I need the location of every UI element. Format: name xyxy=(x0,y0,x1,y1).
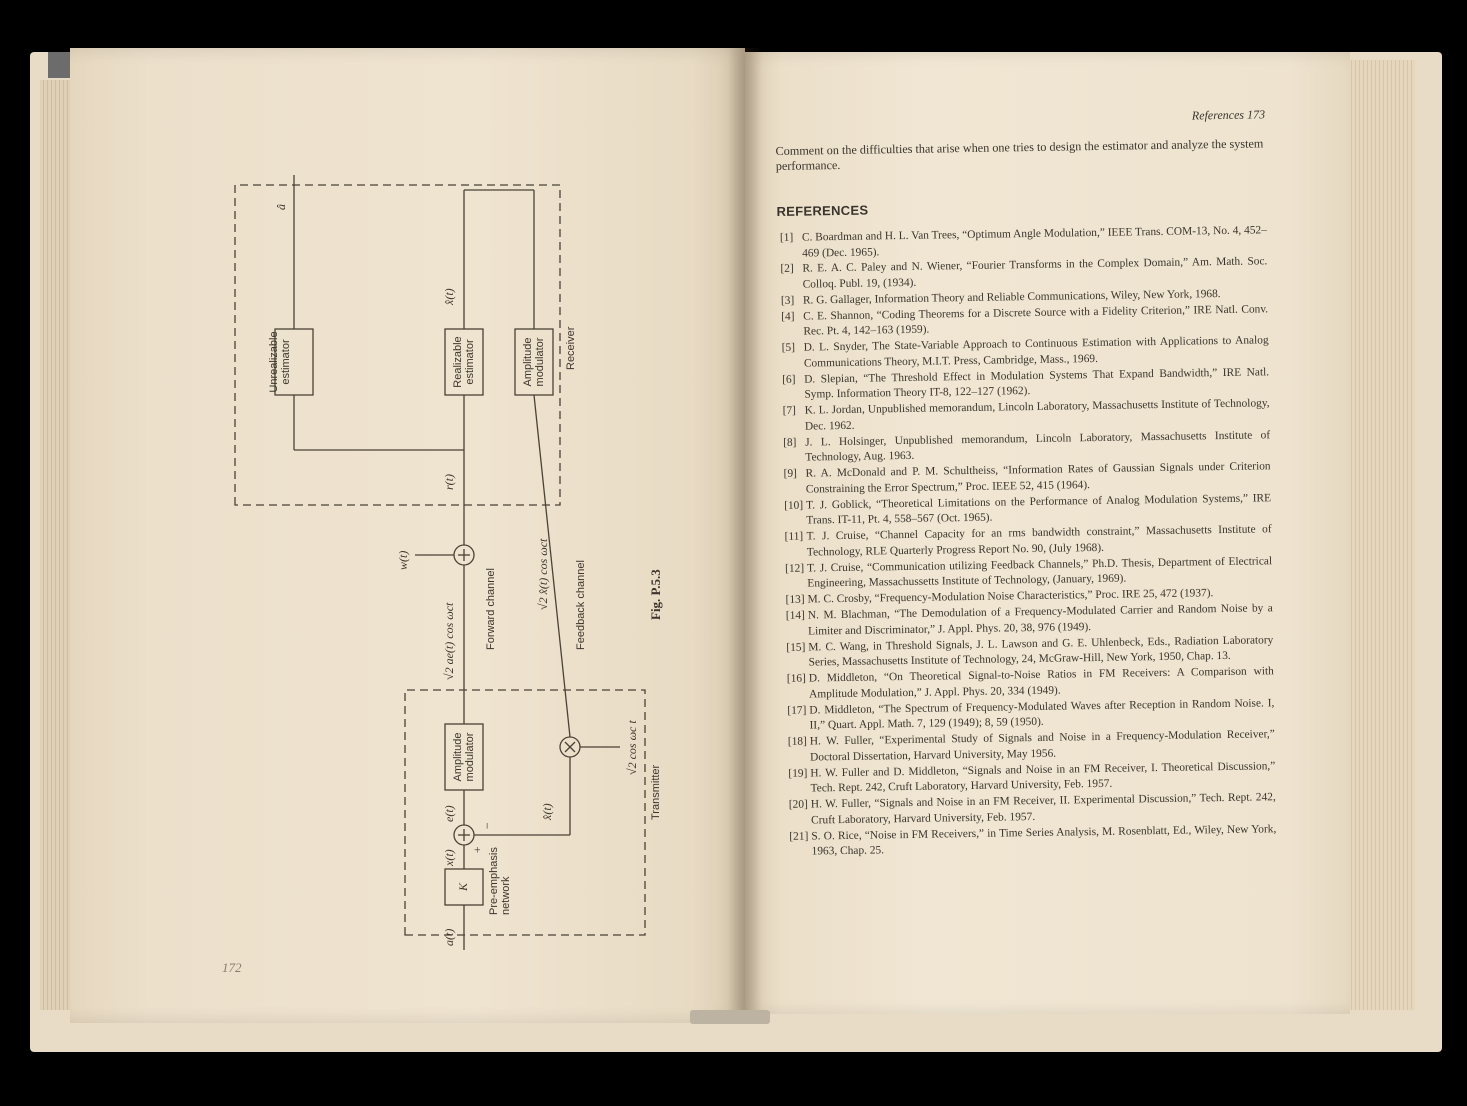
reference-text: R. G. Gallager, Information Theory and Reliable Communications, Wiley, New York, 1968. xyxy=(802,287,1221,307)
reference-text: M. C. Crosby, “Frequency-Modulation Noise Characteristics,” Proc. IRE 25, 472 (1937). xyxy=(807,587,1214,606)
references-heading: REFERENCES xyxy=(776,202,869,219)
signal-r: r(t) xyxy=(442,474,456,490)
box-label-line: estimator xyxy=(464,339,476,385)
reference-number: [4] xyxy=(781,310,795,323)
running-head: References 173 xyxy=(1191,107,1266,123)
tx-signal: √2 ae(t) cos ωct xyxy=(442,602,456,680)
figure-area xyxy=(175,150,695,970)
reference-text: K. L. Jordan, Unpublished memorandum, Lincoln Laboratory, Massachusetts Institute of Technology, Dec. 1962. xyxy=(804,397,1270,433)
diagram-lines xyxy=(200,170,670,950)
plus-sign: + xyxy=(470,845,484,854)
reference-text: H. W. Fuller, “Signals and Noise in an FM Receiver, II. Experimental Discussion,” Tech. Rept. 242, Cruft Laboratory, Harvard University, Feb. 1957. xyxy=(810,791,1276,827)
reference-text: C. E. Shannon, “Coding Theorems for a Discrete Source with a Fidelity Criterion,” IRE Natl. Conv. Rec. Pt. 4, 142–163 (1959). xyxy=(803,303,1269,339)
reference-number: [1] xyxy=(779,231,794,244)
receiver-label: Receiver xyxy=(565,326,577,370)
reference-text: H. W. Fuller and D. Middleton, “Signals and Noise in an FM Receiver, I. Theoretical Discussion,” Tech. Rept. 242, Cruft Laboratory, Harvard University, Feb. 1957. xyxy=(810,759,1276,795)
torn-binding xyxy=(690,1010,770,1024)
transmitter-region xyxy=(405,690,645,935)
feedback-signal: √2 x̂(t) cos ωct xyxy=(536,538,550,610)
realizable-estimator-box xyxy=(452,329,476,395)
reference-number: [17] xyxy=(787,704,807,717)
box-label-line: estimator xyxy=(280,339,292,385)
reference-number: [19] xyxy=(788,767,808,780)
reference-text: D. Slepian, “The Threshold Effect in Modulation Systems That Expand Bandwidth,” IRE Natl. Symp. Information Theory IT-8, 122–127 (1962). xyxy=(804,366,1270,401)
page-edges-left xyxy=(40,80,72,1010)
signal-x: x(t) xyxy=(442,849,456,866)
minus-sign: − xyxy=(480,821,494,830)
reference-number: [11] xyxy=(784,530,804,544)
reference-text: H. W. Fuller, “Experimental Study of Signals and Noise in a Frequency-Modulation Receiver,” Doctoral Dissertation, Harvard University, May 1956. xyxy=(809,728,1275,764)
box-label-line: modulator xyxy=(464,732,476,782)
box-label-line: modulator xyxy=(534,337,546,387)
box-label-line: Unrealizable xyxy=(268,331,280,393)
preemphasis-network-label xyxy=(488,835,512,915)
signal-xhat-top: x̂(t) xyxy=(442,288,456,305)
label-line: network xyxy=(500,876,512,915)
reference-text: N. M. Blachman, “The Demodulation of a Frequency-Modulated Carrier and Random Noise by a Limiter and Discriminator,” J. Appl. Phys. 20, 38, 976 (1949). xyxy=(807,602,1273,638)
reference-text: D. Middleton, “The Spectrum of Frequency-Modulated Waves after Reception in Random Noise. I, II,” Quart. Appl. Math. 7, 129 (1949); 8, 59 (1950). xyxy=(809,696,1275,732)
signal-xhat-feedback: x̂(t) xyxy=(540,803,554,820)
reference-list xyxy=(777,223,1277,860)
transmitter-amplitude-modulator-box xyxy=(452,724,476,790)
references-page xyxy=(775,107,1277,861)
signal-w: w(t) xyxy=(396,550,410,570)
signal-e: e(t) xyxy=(442,805,456,822)
block-diagram xyxy=(200,170,670,950)
preemphasis-function: K xyxy=(456,883,470,892)
signal-a-out: â xyxy=(274,204,288,210)
reference-number: [10] xyxy=(784,499,804,512)
spine-shadow xyxy=(728,48,762,1023)
reference-number: [16] xyxy=(786,672,806,685)
box-label-line: Amplitude xyxy=(452,732,464,782)
reference-text: M. C. Wang, in Threshold Signals, J. L. Lawson and G. E. Uhlenbeck, Eds., Radiation Laboratory Series, Massachusetts Institute of Technology, 24, McGraw-Hill, New York, 1950, Chap. 13. xyxy=(808,633,1274,669)
reference-text: T. J. Goblick, “Theoretical Limitations on the Performance of Analog Modulation Systems,” IRE Trans. IT-11, Pt. 4, 558–567 (Oct. 1965). xyxy=(806,492,1272,527)
feedback-channel-label: Feedback channel xyxy=(575,560,587,650)
reference-text: T. J. Cruise, “Channel Capacity for an rms bandwidth constraint,” Massachusetts Institute of Technology, RLE Quarterly Progress Report No. 90, (July 1968). xyxy=(806,523,1272,559)
forward-channel-label: Forward channel xyxy=(485,568,497,650)
reference-number: [15] xyxy=(786,641,806,654)
reference-number: [12] xyxy=(785,562,805,575)
reference-number: [2] xyxy=(780,263,794,276)
box-label-line: Amplitude xyxy=(522,337,534,387)
reference-number: [7] xyxy=(782,405,797,418)
reference-number: [9] xyxy=(783,467,798,481)
reference-number: [20] xyxy=(788,798,808,811)
reference-number: [3] xyxy=(780,294,795,307)
reference-text: T. J. Cruise, “Communication utilizing Feedback Channels,” Ph.D. Thesis, Department of Electrical Engineering, Massachussetts Institute of Technology, (January, 1969). xyxy=(807,554,1273,590)
reference-text: D. L. Snyder, The State-Variable Approach to Continuous Estimation with Applications to Analog Communications Theory, M.I.T. Press, Cambridge, Mass., 1969. xyxy=(803,334,1269,370)
page-edges-right xyxy=(1340,60,1415,1010)
reference-number: [18] xyxy=(787,735,807,748)
intro-paragraph: Comment on the difficulties that arise when one tries to design the estimator and analyze the system performance. xyxy=(775,136,1264,173)
reference-number: [13] xyxy=(785,593,805,607)
figure-caption: Fig. P.5.3 xyxy=(648,569,663,620)
reference-number: [14] xyxy=(785,609,805,622)
receiver-amplitude-modulator-box xyxy=(522,329,546,395)
reference-number: [21] xyxy=(789,830,809,843)
left-page-number: 172 xyxy=(222,960,242,975)
reference-number: [5] xyxy=(781,342,796,355)
reference-text: R. E. A. C. Paley and N. Wiener, “Fourier Transforms in the Complex Domain,” Am. Math. Soc. Colloq. Publ. 19, (1934). xyxy=(802,255,1268,291)
reference-text: R. A. McDonald and P. M. Schultheiss, “Information Rates of Gaussian Signals under Criterion Constraining the Error Spectrum,” Proc. IEEE 52, 415 (1964). xyxy=(805,460,1271,496)
reference-number: [6] xyxy=(782,373,796,386)
label-line: Pre-emphasis xyxy=(488,847,500,915)
unrealizable-estimator-box xyxy=(268,329,292,395)
reference-number: [8] xyxy=(783,436,797,449)
reference-text: S. O. Rice, “Noise in FM Receivers,” in Time Series Analysis, M. Rosenblatt, Ed., Wiley, New York, 1963, Chap. 25. xyxy=(811,822,1277,858)
reference-text: C. Boardman and H. L. Van Trees, “Optimum Angle Modulation,” IEEE Trans. COM-13, No. 4, 452–469 (Dec. 1965). xyxy=(801,224,1267,260)
signal-a: a(t) xyxy=(442,928,456,946)
reference-text: D. Middleton, “On Theoretical Signal-to-Noise Ratios in FM Receivers: A Comparison with Amplitude Modulation,” J. Appl. Phys. 20, 334 (1949). xyxy=(808,665,1274,701)
transmitter-label: Transmitter xyxy=(650,764,662,820)
box-label-line: Realizable xyxy=(452,336,464,388)
carrier-signal: √2 cos ωc t xyxy=(625,720,639,775)
reference-text: J. L. Holsinger, Unpublished memorandum, Lincoln Laboratory, Massachusetts Institute of Technology, Aug. 1963. xyxy=(805,429,1271,464)
